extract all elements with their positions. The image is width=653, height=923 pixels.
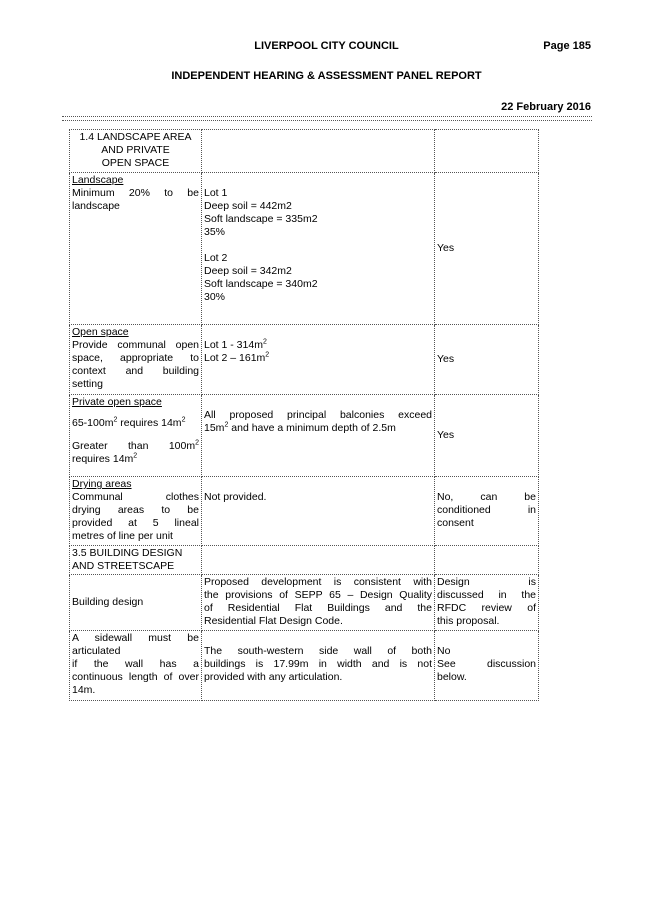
row-title: Landscape [72, 174, 124, 186]
proposal-line: Soft landscape = 335m2 [204, 213, 318, 225]
proposal-line: Not provided. [204, 491, 267, 503]
compliance-value: Yes [437, 242, 455, 254]
section-heading-cell [70, 130, 202, 173]
requirement-line: landscape [72, 200, 120, 212]
requirement-cell [70, 631, 202, 701]
section-heading-cell [70, 546, 202, 575]
compliance-line: Design is [437, 576, 536, 588]
requirement-line: requires $14m^2$ [72, 452, 138, 465]
compliance-line: this proposal. [437, 615, 500, 627]
requirement-cell [70, 173, 202, 325]
requirement-cell [70, 395, 202, 477]
proposal-line: Lot $2 - 161m^2$ [204, 351, 270, 364]
compliance-value: Yes [437, 353, 455, 365]
council-name: LIVERPOOL CITY COUNCIL [254, 40, 399, 52]
requirement-line: Provide communal open [72, 339, 199, 351]
requirement-line: 14m. [72, 684, 96, 696]
compliance-cell [435, 477, 539, 546]
section-heading-line: 1.4 LANDSCAPE AREA [79, 131, 192, 143]
compliance-cell [435, 325, 539, 395]
requirement-cell [70, 575, 202, 631]
requirement-line: provided at 5 lineal [72, 517, 199, 529]
proposal-line: Lot 2 [204, 252, 228, 264]
proposal-cell [202, 477, 435, 546]
proposal-line: Deep soil = 442m2 [204, 200, 292, 212]
compliance-cell [435, 631, 539, 701]
proposal-line: Lot 1 [204, 187, 228, 199]
compliance-line: consent [437, 517, 474, 529]
compliance-cell [435, 546, 539, 575]
proposal-cell [202, 575, 435, 631]
proposal-cell [202, 395, 435, 477]
table-row [70, 395, 539, 477]
proposal-line: All proposed principal balconies exceed [204, 409, 432, 421]
requirement-line: $65-100m^2$ requires $14m^2$ [72, 416, 186, 429]
spacer [72, 430, 199, 440]
table-row [70, 173, 539, 325]
table-row [70, 575, 539, 631]
compliance-line: below. [437, 671, 467, 683]
requirement-line: metres of line per unit [72, 530, 173, 542]
requirement-line: continuous length of over [72, 671, 199, 683]
section-heading-line: AND STREETSCAPE [72, 560, 175, 572]
proposal-line: $15m^2$ and have a minimum depth of 2.5m [204, 421, 396, 434]
compliance-table [69, 129, 539, 701]
spacer [204, 239, 432, 252]
row-title: Drying areas [72, 478, 132, 490]
proposal-line: Deep soil = 342m2 [204, 265, 292, 277]
proposal-line: buildings is 17.99m in width and is not [204, 658, 432, 670]
compliance-line: discussed in the [437, 589, 536, 601]
compliance-cell [435, 173, 539, 325]
row-title: Building design [72, 596, 144, 608]
compliance-value: Yes [437, 429, 455, 441]
compliance-cell [435, 575, 539, 631]
compliance-line: No [437, 645, 451, 657]
requirement-line: context and building [72, 365, 199, 377]
proposal-line: Lot $1 - 314m^2$ [204, 338, 267, 351]
header-rule-bottom [62, 120, 592, 121]
proposal-line: The south-western side wall of both [204, 645, 432, 657]
requirement-line: Minimum 20% to be [72, 187, 199, 199]
requirement-cell [70, 477, 202, 546]
proposal-line: provided with any articulation. [204, 671, 343, 683]
table-row [70, 130, 539, 173]
proposal-cell [202, 546, 435, 575]
proposal-line: 30% [204, 291, 226, 303]
section-heading-line: AND PRIVATE [101, 144, 170, 156]
proposal-line: the provisions of SEPP 65 – Design Quality [204, 589, 432, 601]
requirement-cell [70, 325, 202, 395]
section-heading-line: OPEN SPACE [101, 157, 170, 169]
proposal-cell [202, 631, 435, 701]
report-date: 22 February 2016 [501, 101, 591, 113]
requirement-line: Greater than $100m^2$ [72, 439, 199, 452]
section-heading-line: 3.5 BUILDING DESIGN [72, 547, 183, 559]
requirement-line: if the wall has a [72, 658, 199, 670]
compliance-line: See discussion [437, 658, 536, 670]
compliance-cell [435, 130, 539, 173]
proposal-line: 35% [204, 226, 226, 238]
compliance-cell [435, 395, 539, 477]
proposal-line: of Residential Flat Buildings and the [204, 602, 432, 614]
row-title: Private open space [72, 396, 162, 408]
header-rule-top [62, 116, 592, 117]
proposal-line: Soft landscape = 340m2 [204, 278, 318, 290]
proposal-line: Proposed development is consistent with [204, 576, 432, 588]
row-title: Open space [72, 326, 129, 338]
proposal-cell [202, 325, 435, 395]
requirement-line: setting [72, 378, 103, 390]
table-row [70, 477, 539, 546]
table-row [70, 631, 539, 701]
page-number: Page 185 [543, 40, 591, 52]
requirement-line: drying areas to be [72, 504, 199, 516]
table-row [70, 325, 539, 395]
table-row [70, 546, 539, 575]
requirement-line: Communal clothes [72, 491, 199, 503]
proposal-line: Residential Flat Design Code. [204, 615, 343, 627]
spacer [72, 409, 199, 417]
requirement-line: A sidewall must be [72, 632, 199, 644]
requirement-line: articulated [72, 645, 121, 657]
report-title: INDEPENDENT HEARING & ASSESSMENT PANEL REPORT [171, 70, 482, 82]
compliance-line: RFDC review of [437, 602, 536, 614]
requirement-line: space, appropriate to [72, 352, 199, 364]
compliance-line: No, can be [437, 491, 536, 503]
proposal-cell [202, 173, 435, 325]
compliance-line: conditioned in [437, 504, 536, 516]
proposal-cell [202, 130, 435, 173]
